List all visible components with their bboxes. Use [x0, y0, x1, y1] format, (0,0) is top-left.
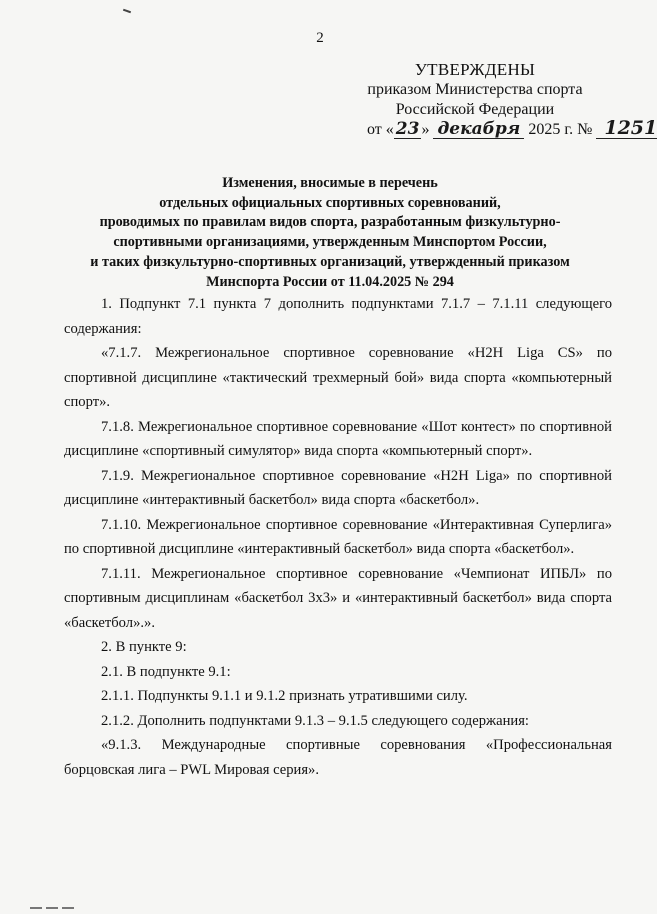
- scan-mark: [123, 9, 131, 14]
- order-month: декабря: [437, 119, 521, 139]
- order-day: 23: [395, 119, 420, 139]
- paragraph-8: 2.1. В подпункте 9.1:: [101, 663, 231, 680]
- paragraph-10: 2.1.2. Дополнить подпунктами 9.1.3 – 9.1.5 следующего содержания:: [101, 712, 529, 729]
- order-line: [340, 117, 657, 140]
- heading-line-2: отдельных официальных спортивных соревнований,: [159, 194, 501, 211]
- heading-line-6: Минспорта России от 11.04.2025 № 294: [206, 273, 454, 290]
- paragraph-2: «7.1.7. Межрегиональное спортивное соревнование «H2H Liga CS» по спортивной дисциплине «тактический трехмерный бой» вида спорта «компьютерный спорт».: [64, 345, 612, 410]
- document-body: [64, 292, 612, 782]
- heading-line-3: проводимых по правилам видов спорта, разработанным физкультурно-: [99, 214, 561, 231]
- paragraph-1: 1. Подпункт 7.1 пункта 7 дополнить подпунктами 7.1.7 – 7.1.11 следующего содержания:: [64, 296, 612, 337]
- approval-line-1: приказом Министерства спорта: [367, 81, 583, 98]
- approval-line-2: Российской Федерации: [395, 101, 555, 118]
- document-heading: [40, 174, 620, 292]
- order-day-suffix: »: [421, 121, 430, 138]
- paragraph-7: 2. В пункте 9:: [101, 639, 187, 655]
- paragraph-9: 2.1.1. Подпункты 9.1.1 и 9.1.2 признать утратившими силу.: [101, 688, 468, 704]
- scan-bottom-marks: [30, 896, 90, 902]
- paragraph-11: «9.1.3. Международные спортивные соревнования «Профессиональная борцовская лига – PWL Мировая серия».: [64, 737, 612, 778]
- order-prefix: от «: [367, 121, 394, 138]
- paragraph-3: 7.1.8. Межрегиональное спортивное соревнование «Шот контест» по спортивной дисциплине «спортивный симулятор» вида спорта «компьютерный спорт».: [64, 418, 612, 459]
- paragraph-6: 7.1.11. Межрегиональное спортивное соревнование «Чемпионат ИПБЛ» по спортивным дисциплинам «баскетбол 3х3» и «интерактивный баскетбол» вида спорта «баскетбол».».: [64, 565, 612, 631]
- approval-stamp: [340, 60, 657, 140]
- heading-line-1: Изменения, вносимые в перечень: [222, 175, 438, 191]
- order-year: 2025 г. №: [528, 121, 593, 138]
- heading-line-4: спортивными организациями, утвержденным Минспортом России,: [113, 234, 547, 251]
- paragraph-5: 7.1.10. Межрегиональное спортивное соревнование «Интерактивная Суперлига» по спортивной дисциплине «интерактивный баскетбол» вида спорта «баскетбол».: [64, 516, 612, 557]
- heading-line-5: и таких физкультурно-спортивных организаций, утвержденный приказом: [90, 253, 570, 270]
- paragraph-4: 7.1.9. Межрегиональное спортивное соревнование «H2H Liga» по спортивной дисциплине «интерактивный баскетбол» вида спорта «баскетбол».: [64, 467, 612, 508]
- page-number: 2: [316, 30, 324, 46]
- approval-title: УТВЕРЖДЕНЫ: [414, 60, 536, 79]
- order-number: 1251: [604, 117, 657, 139]
